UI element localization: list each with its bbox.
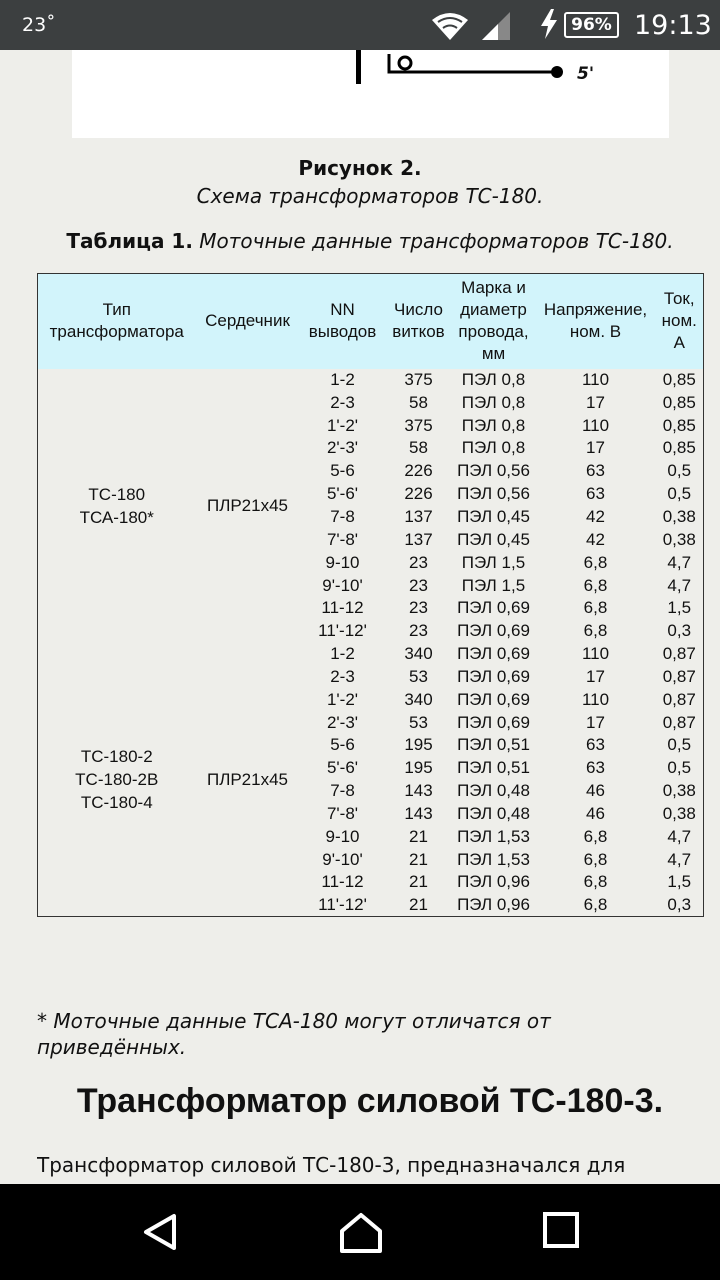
table-cell: 1,5 <box>667 872 692 892</box>
table-cell: ПЭЛ 0,8 <box>461 392 526 412</box>
table-cell: ПЭЛ 0,8 <box>461 438 526 458</box>
table-cell: 2'-3' <box>326 712 359 732</box>
table-cell: 110 <box>581 415 610 435</box>
table-cell: 340 <box>404 689 433 709</box>
table-cell: 21 <box>409 826 428 846</box>
table-cell: 0,5 <box>667 461 692 481</box>
table-cell: 0,5 <box>667 484 692 504</box>
table-cell: 17 <box>586 712 605 732</box>
table-cell: 375 <box>404 369 433 389</box>
table-cell: 0,38 <box>662 506 696 526</box>
table-row <box>38 369 704 392</box>
recent-apps-icon[interactable] <box>543 1212 579 1252</box>
table-cell: ПЭЛ 0,69 <box>457 712 530 732</box>
table-cell: 0,87 <box>662 666 696 686</box>
table-cell: 46 <box>586 803 605 823</box>
header-cell: Ток, ном. А <box>656 274 704 369</box>
table-cell: 23 <box>409 552 428 572</box>
table-cell: 4,7 <box>667 849 692 869</box>
table-cell: ПЭЛ 1,5 <box>461 552 526 572</box>
table-cell: 58 <box>409 392 428 412</box>
core-cell: ПЛР21х45 <box>206 496 289 516</box>
table-cell: 6,8 <box>583 621 608 641</box>
table-cell: 4,7 <box>667 552 692 572</box>
table-cell: 6,8 <box>583 598 608 618</box>
header-cell: NN выводов <box>300 274 386 369</box>
table-cell: 0,87 <box>662 644 696 664</box>
table-cell: ПЭЛ 0,48 <box>457 803 530 823</box>
table-cell: 195 <box>404 735 433 755</box>
table-cell: ПЭЛ 0,69 <box>457 666 530 686</box>
table-cell: ПЭЛ 0,51 <box>457 735 530 755</box>
table-cell: 11'-12' <box>318 621 367 641</box>
table-row <box>38 643 704 666</box>
table-cell: ПЭЛ 0,69 <box>457 689 530 709</box>
table-cell: 0,38 <box>662 803 696 823</box>
table-cell: 226 <box>404 484 433 504</box>
table-cell: 1'-2' <box>326 689 359 709</box>
section-heading: Трансформатор силовой ТС-180-3. <box>76 1082 664 1120</box>
table-cell: 0,3 <box>667 895 692 915</box>
table-cell: ПЭЛ 0,45 <box>457 529 530 549</box>
table-cell: 1'-2' <box>326 415 359 435</box>
table-cell: ПЭЛ 0,56 <box>457 484 530 504</box>
table-cell: ПЭЛ 0,51 <box>457 758 530 778</box>
table-cell: 5-6 <box>330 461 355 481</box>
transformer-type-cell <box>38 643 196 917</box>
figure-title: Рисунок 2. <box>298 156 422 180</box>
table-cell: 6,8 <box>583 895 608 915</box>
table-cell: 23 <box>409 598 428 618</box>
transformer-type: ТС-180 <box>88 484 146 504</box>
table-caption-text: Моточные данные трансформаторов ТС-180. <box>192 229 674 253</box>
back-icon[interactable] <box>140 1212 180 1256</box>
table-cell: 0,5 <box>667 758 692 778</box>
table-cell: ПЭЛ 1,53 <box>457 826 530 846</box>
table-cell: 0,38 <box>662 529 696 549</box>
pin-label: 5' <box>577 64 595 84</box>
table-cell: 0,85 <box>662 415 696 435</box>
table-cell: 1-2 <box>330 369 355 389</box>
charging-icon <box>539 9 559 43</box>
table-cell: ПЭЛ 0,69 <box>457 598 530 618</box>
table-cell: 0,85 <box>662 369 696 389</box>
table-cell: 21 <box>409 895 428 915</box>
table-cell: 42 <box>586 506 605 526</box>
table-cell: ПЭЛ 0,96 <box>457 872 530 892</box>
table-cell: 110 <box>581 369 610 389</box>
table-cell: 9-10 <box>325 552 360 572</box>
table-cell: 63 <box>586 735 605 755</box>
table-cell: 11-12 <box>321 872 364 892</box>
table-cell: 63 <box>586 461 605 481</box>
table-cell: 0,3 <box>667 621 692 641</box>
table-cell: 6,8 <box>583 872 608 892</box>
temperature-indicator: 23˚ <box>22 14 56 36</box>
table-header-row <box>38 274 704 369</box>
table-cell: 340 <box>404 644 433 664</box>
table-cell: ПЭЛ 0,96 <box>457 895 530 915</box>
table-cell: ПЭЛ 1,53 <box>457 849 530 869</box>
table-cell: 6,8 <box>583 552 608 572</box>
table-cell: 5'-6' <box>326 484 359 504</box>
header-cell: Тип трансформатора <box>38 274 196 369</box>
table-cell: 63 <box>586 484 605 504</box>
table-cell: 0,38 <box>662 781 696 801</box>
header-cell: Марка и диаметр провода, мм <box>452 274 536 369</box>
table-cell: 110 <box>581 689 610 709</box>
table-cell: 11-12 <box>321 598 364 618</box>
transformer-type: ТС-180-4 <box>80 792 153 812</box>
table-cell: 137 <box>404 506 433 526</box>
table-cell: 0,85 <box>662 392 696 412</box>
table-cell: 53 <box>409 666 428 686</box>
home-icon[interactable] <box>339 1212 383 1258</box>
status-bar <box>0 0 720 50</box>
table-cell: 226 <box>404 461 433 481</box>
table-cell: 21 <box>409 872 428 892</box>
table-cell: 7-8 <box>330 506 355 526</box>
table-cell: 17 <box>586 666 605 686</box>
table-cell: 9'-10' <box>322 849 363 869</box>
navigation-bar <box>0 1184 720 1280</box>
battery-indicator: 96% <box>564 12 619 38</box>
table-cell: 4,7 <box>667 826 692 846</box>
figure-image <box>72 50 669 138</box>
header-cell: Число витков <box>386 274 452 369</box>
table-cell: 6,8 <box>583 849 608 869</box>
table-cell: 0,5 <box>667 735 692 755</box>
table-cell: 9'-10' <box>322 575 363 595</box>
table-cell: 7-8 <box>330 781 355 801</box>
clock: 19:13 <box>634 10 712 41</box>
table-cell: 0,87 <box>662 712 696 732</box>
table-cell: 137 <box>404 529 433 549</box>
table-cell: 63 <box>586 758 605 778</box>
table-cell: 110 <box>581 644 610 664</box>
table-cell: ПЭЛ 0,8 <box>461 369 526 389</box>
transformer-type-cell <box>38 369 196 643</box>
table-cell: 42 <box>586 529 605 549</box>
table-cell: 1,5 <box>667 598 692 618</box>
signal-icon <box>480 10 512 46</box>
table-cell: 17 <box>586 438 605 458</box>
header-cell: Сердечник <box>196 274 300 369</box>
table-cell: 4,7 <box>667 575 692 595</box>
table-cell: 46 <box>586 781 605 801</box>
header-cell: Напряжение, ном. В <box>536 274 656 369</box>
table-cell: 1-2 <box>330 644 355 664</box>
table-cell: 143 <box>404 803 433 823</box>
table-cell: ПЭЛ 0,45 <box>457 506 530 526</box>
table-cell: 5-6 <box>330 735 355 755</box>
table-cell: 5'-6' <box>326 758 359 778</box>
table-cell: ПЭЛ 0,8 <box>461 415 526 435</box>
table-cell: 7'-8' <box>326 529 359 549</box>
table-cell: ПЭЛ 0,69 <box>457 621 530 641</box>
table-cell: 2-3 <box>330 392 355 412</box>
table-caption-label: Таблица 1. <box>66 229 193 253</box>
table-cell: 2'-3' <box>326 438 359 458</box>
winding-data-table <box>37 273 704 917</box>
table-cell: 6,8 <box>583 575 608 595</box>
table-cell: 9-10 <box>325 826 360 846</box>
table-cell: 23 <box>409 575 428 595</box>
transformer-type: ТСА-180* <box>79 507 154 527</box>
footnote: * Моточные данные ТСА-180 могут отличатся от приведённых. <box>37 1009 551 1059</box>
table-cell: ПЭЛ 0,48 <box>457 781 530 801</box>
table-cell: 195 <box>404 758 433 778</box>
table-caption <box>0 229 720 253</box>
table-cell: 53 <box>409 712 428 732</box>
table-cell: 143 <box>404 781 433 801</box>
table-cell: 21 <box>409 849 428 869</box>
transformer-type: ТС-180-2 <box>80 746 153 766</box>
table-cell: 11'-12' <box>318 895 367 915</box>
wifi-icon <box>430 10 470 46</box>
figure-caption: Схема трансформаторов ТС-180. <box>196 184 544 208</box>
table-cell: ПЭЛ 0,56 <box>457 461 530 481</box>
transformer-type: ТС-180-2В <box>75 769 159 789</box>
table-body <box>38 369 704 917</box>
table-cell: ПЭЛ 1,5 <box>461 575 526 595</box>
table-cell: 7'-8' <box>326 803 359 823</box>
table-cell: 2-3 <box>330 666 355 686</box>
table-cell: 58 <box>409 438 428 458</box>
body-paragraph: Трансформатор силовой ТС-180-3, предназначался для <box>37 1153 626 1177</box>
table-cell: ПЭЛ 0,69 <box>457 644 530 664</box>
table-cell: 375 <box>404 415 433 435</box>
table-cell: 0,85 <box>662 438 696 458</box>
table-cell: 6,8 <box>583 826 608 846</box>
core-cell: ПЛР21х45 <box>206 769 289 789</box>
table-cell: 17 <box>586 392 605 412</box>
table-cell: 0,87 <box>662 689 696 709</box>
table-cell: 23 <box>409 621 428 641</box>
